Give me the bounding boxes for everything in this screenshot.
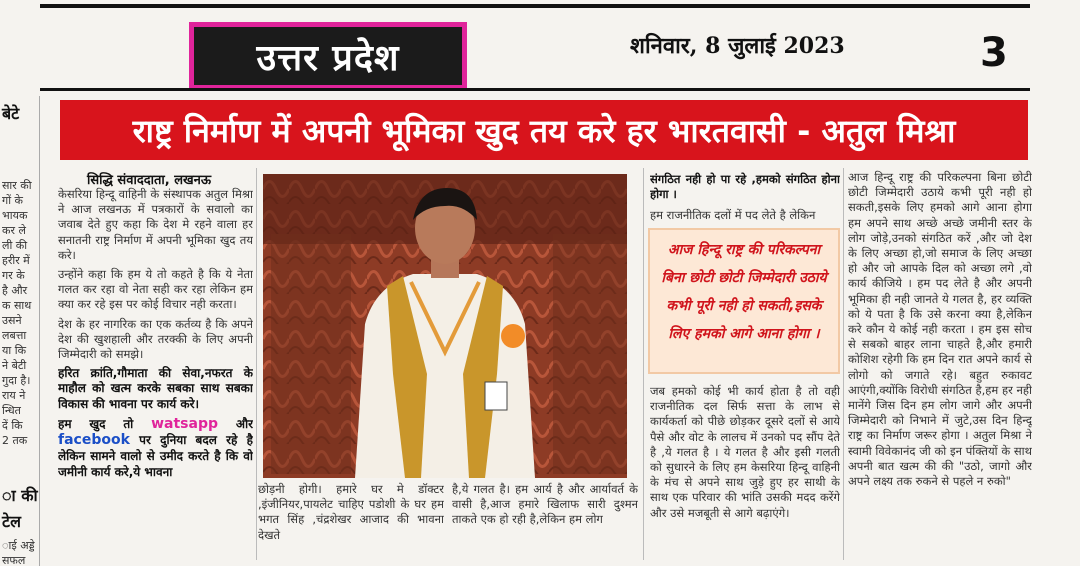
article-paragraph: देश के हर नागरिक का एक कर्तव्य है कि अपने देश की खुशहाली और तरक्की के लिए अपनी जिम्मेदारी को समझे। [58,316,253,362]
article-column-4: आज हिन्दू राष्ट्र की परिकल्पना बिना छोटी छोटी जिम्मेदारी उठाये कभी पूरी नही हो सकती,इसके लिए हमको आगे आना होगा हम अपने साथ अच्छे अच्छे जमीनी स्तर के लोग जोड़े,उनको संगठित करें ,और जो देश के लिए अच्छा हो,जो समाज के लिए अच्छा हो और जो आपके दिल को अच्छा लगे ,वो कार्य कीजिये । हम पद लेते है और अपनी भूमिका ही नही जानते ये गलत है, हर व्यक्ति को ये पता है कि उसे करना क्या है,लेकिन करे कौन ये कोई नही करता । हम इस सोच से सबको बाहर लाना चाहते है,और हमारी कोशिश रहेगी कि हम दिन रात अपने कार्य से लोगो को जगाते रहे। बहुत रुकावट आएंगी,क्योंकि विरोधी संगठित है,हम हर नही मानेंगे जिस दिन हम लोग जागे और अपनी जिम्मेदारी को निभाने में जुटे,उस दिन हिन्दू राष्ट्र का निर्माण जरूर होगा । अतुल मिश्रा ने स्वामी विवेकानंद जी को इन पंक्तियों के साथ अपनी बात खत्म की की "उठो, जागो और अपने लक्ष्य तक रुकने से पहले न रुको" [848,170,1032,489]
article-paragraph: केसरिया हिन्दू वाहिनी के संस्थापक अतुल मिश्रा ने आज लखनऊ में पत्रकारों के सवालो का जवाब देते हुए कहा कि देश मे रहने वाला हर सनातनी राष्ट्र निर्माण में अपनी भूमिका खुद तय करे। [58,187,253,262]
social-text-a: हम खुद तो [58,416,134,431]
social-text-b: और [235,416,253,431]
article-column-3-top: संगठित नही हो पा रहे ,हमको संगठित होना होगा । [650,172,840,202]
strip-fragment: गर के [2,269,25,282]
strip-fragment: है और [2,284,28,297]
article-paragraph: हरित क्रांति,गौमाता की सेवा,नफरत के माहौल को खत्म करके सबका साथ सबका विकास की भावना पर कार्य करे। [58,366,253,411]
strip-fragment: गुदा है। [2,374,31,387]
article-photo-atul-mishra [263,174,627,478]
strip-fragment: सफल [2,554,26,566]
strip-fragment: गों के [2,194,23,207]
adjacent-article-strip [0,96,40,566]
strip-fragment: न्धित [2,404,21,417]
article-byline: सिद्धि संवाददाता, लखनऊ [87,173,212,188]
watsapp-word: watsapp [151,415,219,432]
section-label: उत्तर प्रदेश [256,36,400,79]
article-column-3-line: हम राजनीतिक दलों में पद लेते है लेकिन [650,208,816,222]
article-column-1 [58,187,253,555]
strip-fragment: ाई अड्डे [2,539,35,552]
strip-fragment: या कि [2,344,27,357]
article-headline-banner [60,100,1028,160]
strip-fragment: 2 तक [2,434,28,447]
social-text-c: पर दुनिया बदल रहे है लेकिन सामने वालो से उमीद करते है कि वो जमीनी कार्य करे,ये भावना [58,432,253,479]
strip-fragment: कर ले [2,224,26,237]
column-divider [643,168,644,560]
article-column-3-body: जब हमको कोई भी कार्य होता है तो वही राजनीतिक दल सिर्फ सत्ता के लाभ से कार्यकर्ता को पीछे छोड़कर दूसरे दलों से आये पैसे और वोट के लालच में उनको पद सौंप देते है ,ये गलत है । ये गलत है और इसी गलती को सुधारने के लिए हम केसरिया हिन्दू वाहिनी के मंच से अपने साथ जुड़े हुए हर साथी के साथ एक परिवार की भांति उसकी मदद करेंगे और उसे मजबूती से आगे बढ़ाएंगे। [650,384,840,520]
facebook-word: facebook [58,431,130,448]
strip-fragment: लबत्ता [2,329,27,342]
strip-fragment: दें कि [2,419,23,432]
portrait-illustration [263,174,627,478]
strip-fragment: हरीर में [2,254,30,267]
strip-fragment: क साथ [2,299,32,312]
pull-quote-text: आज हिन्दू राष्ट्र की परिकल्पना बिना छोटी छोटी जिम्मेदारी उठाये कभी पूरी नही हो सकती,इसके लिए हमको आगे आना होगा । [661,242,827,342]
masthead-bottom-rule [40,88,1030,91]
article-paragraph: उन्होंने कहा कि हम ये तो कहते है कि ये नेता गलत कर रहा वो नेता सही कर रहा लेकिन हम क्या कर रहे इस पर कोई विचार नही करता। [58,267,253,312]
column-divider [843,168,844,560]
masthead-band [0,0,1080,96]
article-column-2b: है,ये गलत है। हम आर्य है और आर्यावर्त के वासी है,आज हमारे खिलाफ सारी दुश्मन ताकते एक हो रही है,लेकिन हम लोग [452,482,638,527]
strip-fragment: ने बेटी [2,359,27,372]
article-column-2a: छोड़नी होगी। हमारे घर मे डॉक्टर ,इंजीनियर,पायलेट चाहिए पडोशी के घर हम भगत सिंह ,चंद्रशेखर आजाद की भावना देखते [258,482,444,542]
column-divider [256,168,257,560]
issue-date: शनिवार, 8 जुलाई 2023 [630,33,845,59]
strip-fragment: राय ने [2,389,26,402]
strip-fragment: ली की [2,239,28,252]
section-label-box [189,22,467,90]
strip-fragment: भायक [2,209,28,222]
strip-fragment: टेल [2,512,21,531]
masthead-top-rule [40,4,1030,8]
strip-fragment: बेटे [2,104,20,123]
strip-fragment: सार की [2,179,32,192]
strip-fragment: ा की [2,486,38,505]
article-paragraph-social [58,416,253,480]
article-headline: राष्ट्र निर्माण में अपनी भूमिका खुद तय करे हर भारतवासी - अतुल मिश्रा [132,111,956,150]
strip-fragment: उसने [2,314,22,327]
page-number: 3 [980,30,1008,76]
pull-quote-box [648,228,840,374]
